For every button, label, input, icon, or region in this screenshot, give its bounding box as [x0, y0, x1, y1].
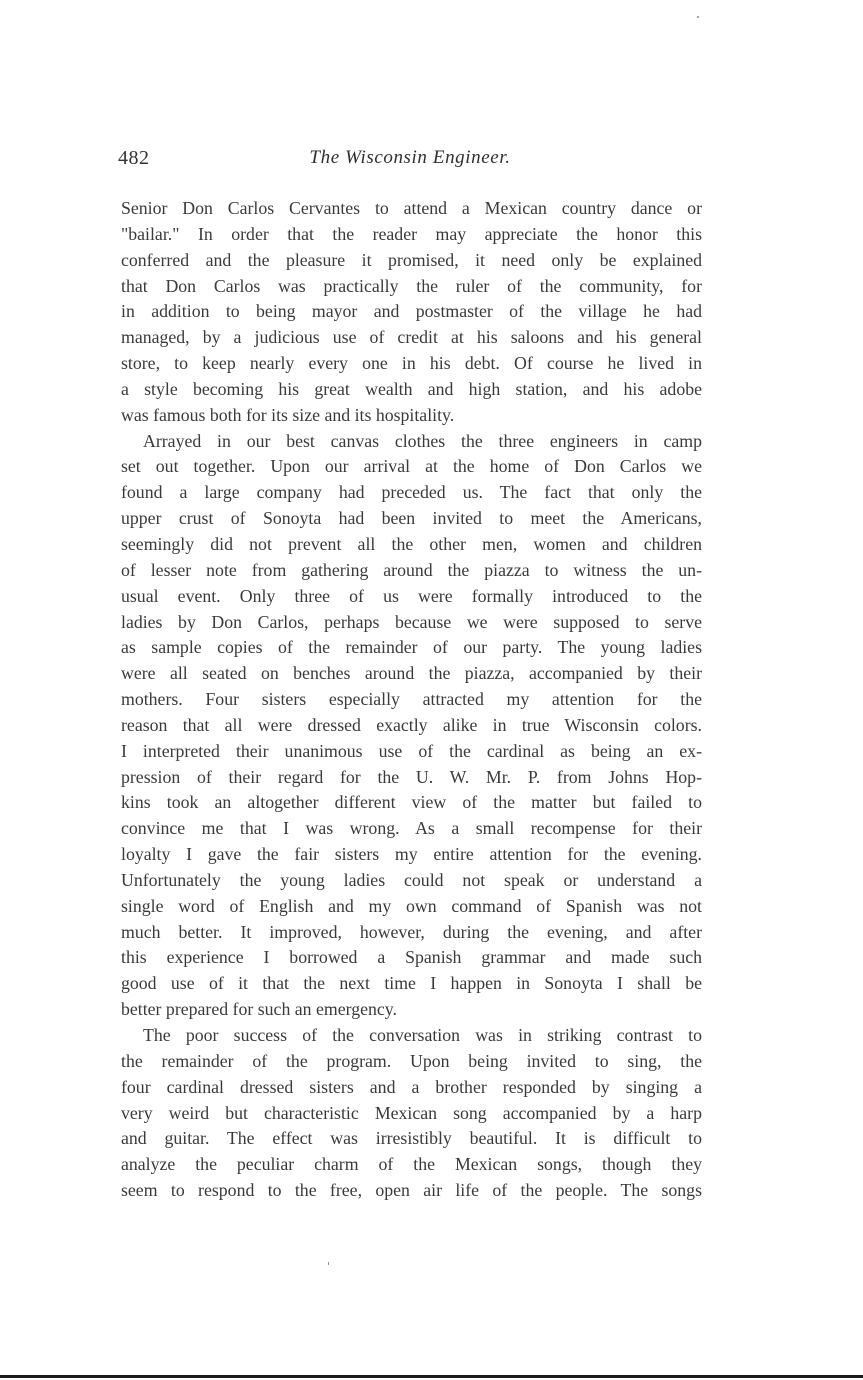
text-line: in addition to being mayor and postmaster of the village he had — [121, 301, 702, 322]
text-line: mothers. Four sisters especially attracted my attention for the — [121, 689, 702, 710]
text-line: that Don Carlos was practically the ruler of the community, for — [121, 275, 702, 296]
text-line: Unfortunately the young ladies could not speak or understand a — [121, 869, 702, 890]
text-line: a style becoming his great wealth and high station, and his adobe — [121, 378, 702, 399]
text-line: upper crust of Sonoyta had been invited to meet the Americans, — [121, 508, 702, 529]
text-line: of lesser note from gathering around the piazza to witness the un- — [121, 559, 702, 580]
text-line: Senior Don Carlos Cervantes to attend a Mexican country dance or — [121, 198, 702, 218]
text-line: were all seated on benches around the piazza, accompanied by their — [121, 663, 702, 684]
text-line: "bailar." In order that the reader may appreciate the honor this — [121, 223, 702, 244]
paragraph-2 — [121, 429, 702, 1023]
text-line: good use of it that the next time I happen in Sonoyta I shall be — [121, 973, 702, 994]
page-number: 482 — [118, 147, 150, 169]
page-header — [118, 147, 702, 175]
text-line: store, to keep nearly every one in his debt. Of course he lived in — [121, 353, 702, 374]
text-line: four cardinal dressed sisters and a brother responded by singing a — [121, 1076, 702, 1097]
text-line: reason that all were dressed exactly alike in true Wisconsin colors. — [121, 714, 702, 735]
text-line: managed, by a judicious use of credit at his saloons and his general — [121, 327, 702, 348]
text-line: set out together. Upon our arrival at the home of Don Carlos we — [121, 456, 702, 477]
text-line: kins took an altogether different view of the matter but failed to — [121, 792, 702, 813]
running-title: The Wisconsin Engineer. — [309, 147, 511, 168]
scan-speck — [328, 1262, 329, 1265]
text-line: much better. It improved, however, during the evening, and after — [121, 921, 702, 942]
scan-edge-rule — [0, 1375, 863, 1378]
text-line: the remainder of the program. Upon being invited to sing, the — [121, 1050, 702, 1071]
scan-speck — [697, 16, 699, 18]
text-line: and guitar. The effect was irresistibly beautiful. It is difficult to — [121, 1128, 702, 1149]
text-line: convince me that I was wrong. As a small recompense for their — [121, 818, 702, 839]
text-line: this experience I borrowed a Spanish grammar and made such — [121, 947, 702, 968]
text-line: seemingly did not prevent all the other men, women and children — [121, 533, 702, 554]
text-line: analyze the peculiar charm of the Mexican songs, though they — [121, 1154, 702, 1175]
body-text — [121, 196, 702, 1204]
text-line: The poor success of the conversation was in striking contrast to — [143, 1025, 702, 1045]
text-line: seem to respond to the free, open air life of the people. The songs — [121, 1180, 702, 1201]
paragraph-1 — [121, 196, 702, 429]
text-line: ladies by Don Carlos, perhaps because we were supposed to serve — [121, 611, 702, 632]
text-line: usual event. Only three of us were formally introduced to the — [121, 585, 702, 606]
text-line: Arrayed in our best canvas clothes the three engineers in camp — [143, 430, 702, 451]
text-line: as sample copies of the remainder of our party. The young ladies — [121, 637, 702, 658]
text-line: very weird but characteristic Mexican song accompanied by a harp — [121, 1102, 702, 1123]
text-line: loyalty I gave the fair sisters my entire attention for the evening. — [121, 844, 702, 865]
text-line: I interpreted their unanimous use of the cardinal as being an ex- — [121, 740, 702, 761]
text-line: was famous both for its size and its hospitality. — [121, 404, 455, 425]
text-line: pression of their regard for the U. W. Mr. P. from Johns Hop- — [121, 766, 702, 787]
text-line: found a large company had preceded us. The fact that only the — [121, 482, 702, 503]
text-line: better prepared for such an emergency. — [121, 999, 397, 1020]
text-line: single word of English and my own command of Spanish was not — [121, 895, 702, 916]
text-line: conferred and the pleasure it promised, it need only be explained — [121, 249, 702, 270]
paragraph-3 — [121, 1023, 702, 1204]
